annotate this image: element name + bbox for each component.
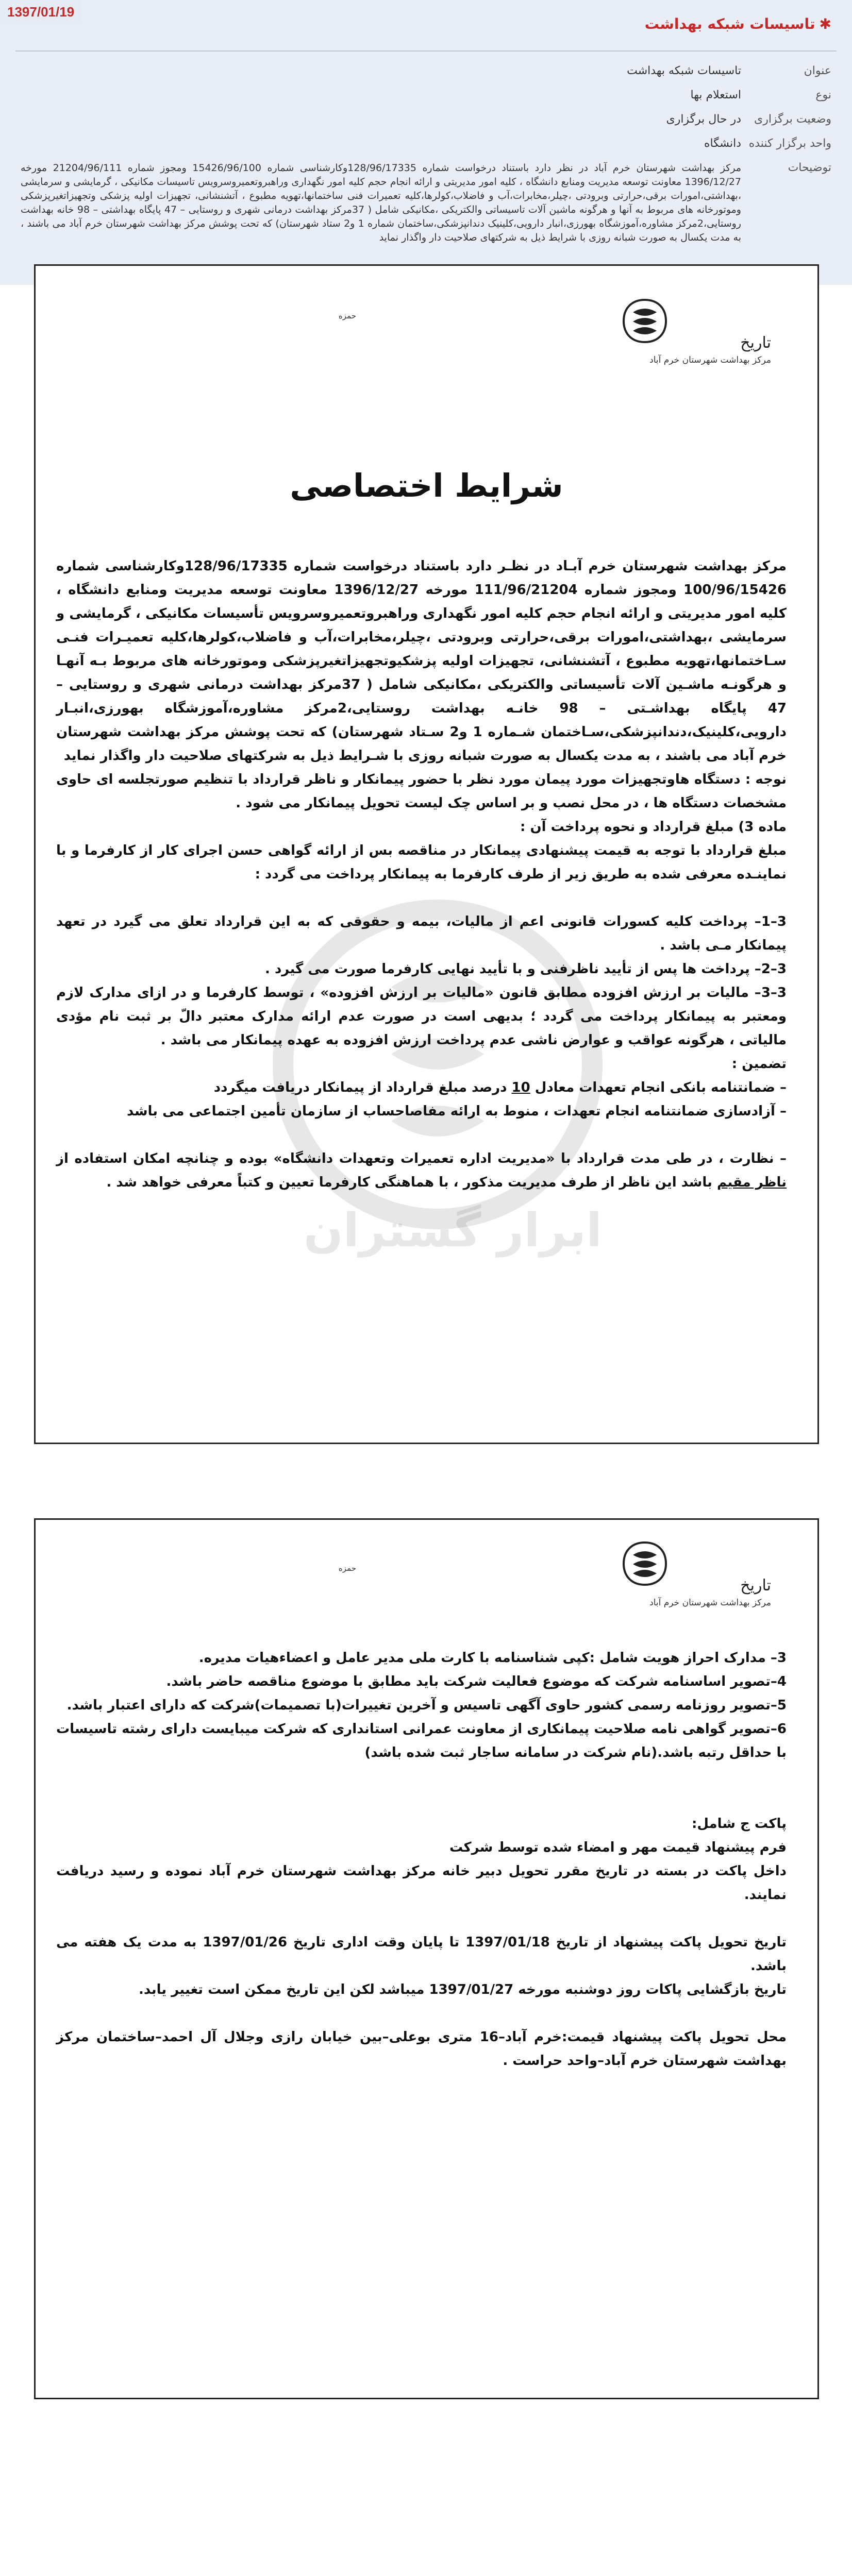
doc-requirement-3: 3– مدارک احراز هویت شامل :کپی شناسنامه با کارت ملی مدیر عامل و اعضاءهیات مدیره. (198, 1650, 787, 1666)
clause-3-3: 3–3– مالیات بر ارزش افزوده مطابق قانون «مالیات بر ارزش افزوده» ، توسط کارفرما و در ازای مدارک لازم ومعتبر به پیمانکار پرداخت می گردد ؛ بدیهی است در صورت عدم ارائه مدارک معتبر دالّ بر ثبت نام مؤدی مالیاتی ، هرگونه عواقب و عوارض ناشی عدم پرداخت ارزش افزوده به عهده پیمانکار می باشد . (56, 985, 787, 1048)
watermark-text: ابرار گستران (304, 1204, 602, 1258)
packet-content: فرم پیشنهاد قیمت مهر و امضاء شده توسط شرکت (449, 1840, 787, 1855)
document-body-1 (56, 554, 787, 1194)
doc-requirement-4: 4–تصویر اساسنامه شرکت که موضوع فعالیت شرکت باید مطابق با موضوع مناقصه حاضر باشد. (166, 1674, 787, 1689)
intro-paragraph: مرکز بهداشت شهرستان خرم آبـاد در نظـر دارد باستناد درخواست شماره 128/96/17335وکارشناسی شماره 100/96/15426 ومجوز شماره 111/96/21204 مورخه 1396/12/27 معاونت توسعه مدیریت ومنابع دانشگاه ، کلیه امور مدیریتی و ارائه انجام حجم کلیه امور نگهداری وراهبروتعمیروسرویس تأسیسات مکانیکی ، گرمایشی و سرمایشی ،بهداشتی،امورات برقی،حرارتی وبرودتی ،چیلر،مخابرات،آب و فاضلاب،کولرها،کلیه تعمیـرات فنـی سـاختمانها،تهویه مطبوع ، آتشنشانی، تجهیزات اولیه پزشکیوتجهیزاتغیرپزشکی وموتورخانه های مربوط بـه آنهـا و هرگونـه ماشـین آلات تأسیساتی والکتریکی ،مکانیکی شامل ( 37مرکز بهداشت درمانی شهری و روستایی – 47 پایگاه بهداشـتی – 98 خانـه بهداشت روستایی،2مرکز مشاوره،آموزشگاه بهورزی،انبـار دارویی،کلینیک،دندانپزشکی،سـاختمان شـماره 1 و2 سـتاد شهرستان) که تحت پوشش مرکز بهداشت شهرستان خرم آباد می باشند ، به مدت یکسال به صورت شبانه روزی با شـرایط ذیل به شرکتهای صلاحیت دار واگذار نماید (56, 558, 787, 764)
article3-body: مبلغ قرارداد با توجه به قیمت پیشنهادی پیمانکار در مناقصه بس از ارائه گواهی حسن اجرای کار از کارفرما و با نماینـده معرفی شده به طریق زیر از طرف کارفرما به پیمانکار پرداخت می گردد : (56, 843, 787, 882)
summary-row-unit: واحد برگزار کننده دانشگاه (704, 137, 831, 150)
page-stamp-text: حمزه (338, 311, 356, 320)
page-header: تاریخ مرکز بهداشت شهرستان خرم آباد (649, 1577, 771, 1608)
document-body-2 (56, 1646, 787, 2073)
summary-title: ✱تاسیسات شبکه بهداشت (644, 15, 831, 32)
guarantee-item-1: – ضمانتنامه بانکی انجام تعهدات معادل 10 درصد مبلغ قرارداد از پیمانکار دریافت میگردد (213, 1080, 787, 1095)
clause-3-2: 3–2– پرداخت ها پس از تأیید ناظرفنی و با تأیید نهایی کارفرما صورت می گیرد . (265, 961, 787, 977)
document-page-1 (34, 264, 819, 1444)
guarantee-item-2: – آزادسازی ضمانتنامه انجام تعهدات ، منوط به ارائه مفاصاحساب از سازمان تأمین اجتماعی می باشد (126, 1104, 787, 1119)
delivery-address: محل تحویل پاکت پیشنهاد قیمت:خرم آباد–16 متری بوعلی–بین خیابان رازی وجلال آل احمد–ساختمان مرکز بهداشت شهرستان خرم آباد–واحد حراست . (56, 2029, 787, 2069)
summary-row-status: وضعیت برگزاری در حال برگزاری (666, 113, 831, 126)
summary-row-title: عنوان تاسیسات شبکه بهداشت (627, 64, 831, 77)
summary-row-type: نوع استعلام بها (690, 89, 831, 101)
date-tag: 1397/01/19 (0, 0, 81, 24)
guarantee-title: تضمین : (731, 1056, 787, 1072)
packet-title: پاکت ج شامل: (691, 1816, 787, 1832)
document-heading: شرایط اختصاصی (290, 467, 563, 504)
clause-3-1: 3–1– پرداخت کلیه کسورات قانونی اعم از مالیات، بیمه و حقوقی که به این قرارداد تعلق می گیرد در تعهد پیمانکار مـی باشد . (56, 914, 787, 953)
note-paragraph: نوجه : دستگاه هاوتجهیزات مورد پیمان مورد نظر با حضور پیمانکار و ناظر قرارداد با تنظیم صورتجلسه ای حاوی مشخصات دستگاه ها ، در محل نصب و بر اساس چک لیست تحویل پیمانکار می شود . (56, 772, 787, 811)
opening-date: تاریخ بازگشایی پاکات روز دوشنبه مورخه 1397/01/27 میباشد لکن این تاریخ ممکن است تغییر یابد. (138, 1982, 787, 1997)
document-page-2 (34, 1518, 819, 2399)
announcement-summary (0, 0, 852, 285)
submission-deadline: تاریخ تحویل پاکت پیشنهاد از تاریخ 1397/01/18 تا پایان وقت اداری تاریخ 1397/01/26 به مدت یک هفته می باشد. (56, 1935, 787, 1974)
star-icon: ✱ (819, 15, 831, 32)
supervision-paragraph: – نظارت ، در طی مدت قرارداد با «مدیریت اداره تعمیرات وتعهدات دانشگاه» بوده و چنانچه امکان استفاده از ناظر مقیم باشد این ناظر از طرف مدیریت مذکور ، با هماهنگی کارفرما تعیین و کتباً معرفی خواهد شد . (56, 1151, 787, 1190)
article3-title: ماده 3) مبلغ قرارداد و نحوه پرداخت آن : (520, 819, 787, 835)
summary-divider (15, 50, 837, 52)
page-stamp-text: حمزه (338, 1564, 356, 1573)
doc-requirement-5: 5–تصویر روزنامه رسمی کشور حاوی آگهی تاسیس و آخرین تغییرات(با تصمیمات)شرکت که دارای اعتبار باشد. (66, 1698, 787, 1713)
summary-row-description: توضیحات مرکز بهداشت شهرستان خرم آباد در نظر دارد باستناد درخواست شماره 128/96/17335وکارشناسی شماره 15426/96/100 ومجوز شماره 21204/96/111 مورخه 1396/12/27 معاونت توسعه مدیریت ومنابع دانشگاه ، کلیه امور مدیریتی و ارائه انجام حجم کلیه امور نگهداری وراهبروتعمیروسرویس تاسیسات مکانیکی ، گرمایشی و سرمایشی ،بهداشتی،امورات برقی،حرارتی وبرودتی ،چیلر،مخابرات،آب و فاضلاب،کولرها،کلیه تعمیرات فنی ساختمانها،تهویه مطبوع ، آتشنشانی، تجهیزات اولیه پزشکی وتجهیزاتغیرپزشکی وموتورخانه های مربوط به آنها و هرگونه ماشین آلات تاسیساتی والکتریکی ،مکانیکی شامل ( 37مرکز بهداشت درمانی شهری و روستایی – 47 پایگاه بهداشتی – 98 خانه بهداشت روستایی،2مرکز مشاوره،آموزشگاه بهورزی،انبار دارویی،کلینیک دندانپزشکی،ساختمان شماره 1 و2 ستاد شهرستان) که تحت پوشش مرکز بهداشت شهرستان خرم آباد می باشند ، به مدت یکسال به صورت شبانه روزی با شرایط ذیل به شرکتهای صلاحیت دار واگذار نماید (21, 161, 831, 243)
doc-requirement-6: 6–تصویر گواهی نامه صلاحیت پیمانکاری از معاونت عمرانی استانداری که شرکت میبایست دارای رشته تاسیسات با حداقل رتبه باشد.(نام شرکت در سامانه ساجار ثبت شده باشد) (56, 1721, 787, 1760)
page-header: تاریخ مرکز بهداشت شهرستان خرم آباد (649, 334, 771, 365)
delivery-instructions: داخل پاکت در بسته در تاریخ مقرر تحویل دبیر خانه مرکز بهداشت شهرستان خرم آباد نموده و رسید دریافت نمایند. (56, 1863, 787, 1903)
